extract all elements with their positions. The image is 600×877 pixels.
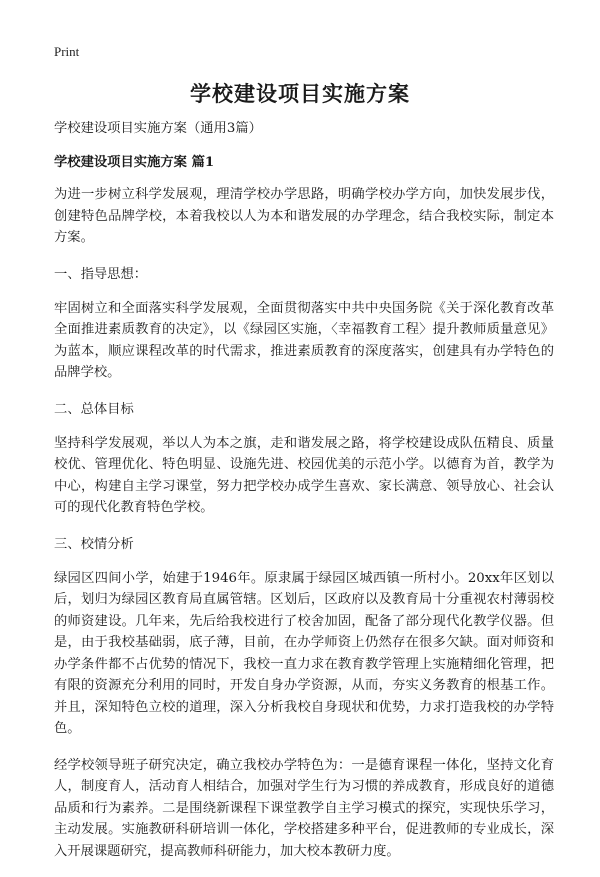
intro-paragraph: 为进一步树立科学发展观，理清学校办学思路，明确学校办学方向，加快发展步伐，创建特色品牌学校，本着我校以人为本和谐发展的办学理念，结合我校实际，制定本方案。 <box>54 187 554 245</box>
heading-overall-goal: 二、总体目标 <box>54 401 134 417</box>
print-link[interactable]: Print <box>54 44 80 59</box>
paragraph-overall-goal: 坚持科学发展观，举以人为本之旗，走和谐发展之路，将学校建设成队伍精良、质量校优、管理优化、特色明显、设施先进、校园优美的示范小学。以德育为首，教学为中心，构建自主学习课堂，努力把学校办成学生喜欢、家长满意、领导放心、社会认可的现代化教育特色学校。 <box>54 435 554 515</box>
document-body <box>54 118 554 877</box>
heading-guiding-ideology: 一、指导思想： <box>54 266 148 282</box>
heading-school-analysis: 三、校情分析 <box>54 536 134 552</box>
section-title: 学校建设项目实施方案 篇1 <box>54 155 215 170</box>
paragraph-school-features: 经学校领导班子研究决定，确立我校办学特色为：一是德育课程一体化，坚持文化育人，制度育人，活动育人相结合，加强对学生行为习惯的养成教育，形成良好的道德品质和行为素养。二是围绕新课程下课堂教学自主学习模式的探究，实现快乐学习，主动发展。实施教研科研培训一体化，学校搭建多种平台，促进教师的专业成长，深入开展课题研究，提高教师科研能力，加大校本教研力度。 <box>54 757 554 859</box>
paragraph-school-analysis: 绿园区四间小学，始建于1946年。原隶属于绿园区城西镇一所村小。20xx年区划以后，划归为绿园区教育局直属管辖。区划后，区政府以及教育局十分重视农村薄弱校的师资建设。几年来，先后给我校进行了校舍加固，配备了部分现代化教学仪器。但是，由于我校基础弱，底子薄，目前，在办学师资上仍然存在很多欠缺。面对师资和办学条件都不占优势的情况下，我校一直力求在教育教学管理上实施精细化管理，把有限的资源充分利用的同时，开发自身办学资源，从而，夯实义务教育的根基工作。并且，深知特色立校的道理，深入分析我校自身现状和优势，力求打造我校的办学特色。 <box>54 570 554 736</box>
paragraph-guiding-ideology: 牢固树立和全面落实科学发展观，全面贯彻落实中共中央国务院《关于深化教育改革全面推进素质教育的决定》，以《绿园区实施，〈幸福教育工程〉提升教师质量意见》为蓝本，顺应课程改革的时代需求，推进素质教育的深度落实，创建具有办学特色的品牌学校。 <box>54 300 554 380</box>
document-title: 学校建设项目实施方案 <box>190 81 410 106</box>
document-subtitle: 学校建设项目实施方案（通用3篇） <box>54 121 262 136</box>
